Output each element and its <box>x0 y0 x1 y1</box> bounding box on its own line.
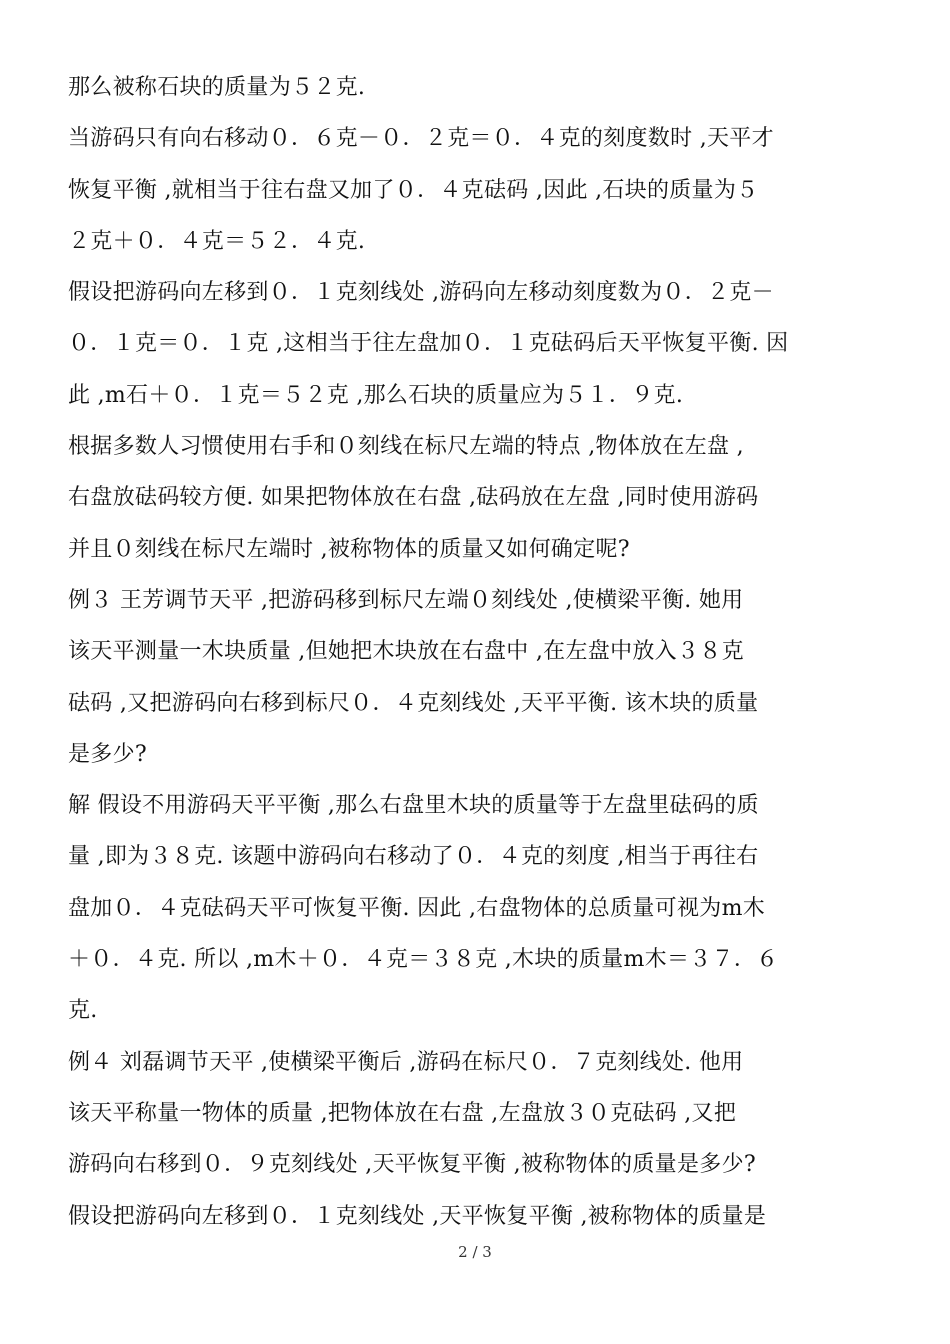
text-line: 量 ,即为３８克. 该题中游码向右移动了０．４克的刻度 ,相当于再往右 <box>68 844 759 870</box>
text-line: ２克＋０．４克＝５２．４克. <box>68 228 366 254</box>
text-line: 假设把游码向左移到０．１克刻线处 ,游码向左移动刻度数为０．２克－ <box>68 280 774 306</box>
text-line: 例３ 王芳调节天平 ,把游码移到标尺左端０刻线处 ,使横梁平衡. 她用 <box>68 587 744 613</box>
text-line: 那么被称石块的质量为５２克. <box>68 75 366 100</box>
page-number: 2 / 3 <box>458 1243 492 1261</box>
text-line: 克. <box>68 998 98 1024</box>
text-line: 此 ,m石＋０．１克＝５２克 ,那么石块的质量应为５１．９克. <box>68 382 684 408</box>
text-line: 右盘放砝码较方便. 如果把物体放在右盘 ,砝码放在左盘 ,同时使用游码 <box>68 485 759 511</box>
text-line: ０．１克＝０．１克 ,这相当于往左盘加０．１克砝码后天平恢复平衡. 因 <box>68 331 789 357</box>
text-line: 该天平称量一物体的质量 ,把物体放在右盘 ,左盘放３０克砝码 ,又把 <box>68 1100 737 1126</box>
text-line: ＋０．４克. 所以 ,m木＋０．４克＝３８克 ,木块的质量m木＝３７．６ <box>68 947 779 973</box>
text-line: 当游码只有向右移动０．６克－０．２克＝０．４克的刻度数时 ,天平才 <box>68 126 774 152</box>
text-line: 该天平测量一木块质量 ,但她把木块放在右盘中 ,在左盘中放入３８克 <box>68 639 744 665</box>
text-line: 游码向右移到０．９克刻线处 ,天平恢复平衡 ,被称物体的质量是多少? <box>68 1152 756 1178</box>
text-line: 盘加０．４克砝码天平可恢复平衡. 因此 ,右盘物体的总质量可视为m木 <box>68 895 766 921</box>
text-line: 根据多数人习惯使用右手和０刻线在标尺左端的特点 ,物体放在左盘 , <box>68 434 744 460</box>
text-line: 解 假设不用游码天平平衡 ,那么右盘里木块的质量等于左盘里砝码的质 <box>68 793 759 819</box>
text-line: 例４ 刘磊调节天平 ,使横梁平衡后 ,游码在标尺０．７克刻线处. 他用 <box>68 1049 744 1075</box>
text-line: 恢复平衡 ,就相当于往右盘又加了０．４克砝码 ,因此 ,石块的质量为５ <box>68 177 759 203</box>
body-text <box>68 62 886 1242</box>
text-line: 并且０刻线在标尺左端时 ,被称物体的质量又如何确定呢? <box>68 536 630 562</box>
text-line: 是多少? <box>68 741 147 767</box>
text-line: 假设把游码向左移到０．１克刻线处 ,天平恢复平衡 ,被称物体的质量是 <box>68 1203 767 1229</box>
text-line: 砝码 ,又把游码向右移到标尺０．４克刻线处 ,天平平衡. 该木块的质量 <box>68 690 759 716</box>
